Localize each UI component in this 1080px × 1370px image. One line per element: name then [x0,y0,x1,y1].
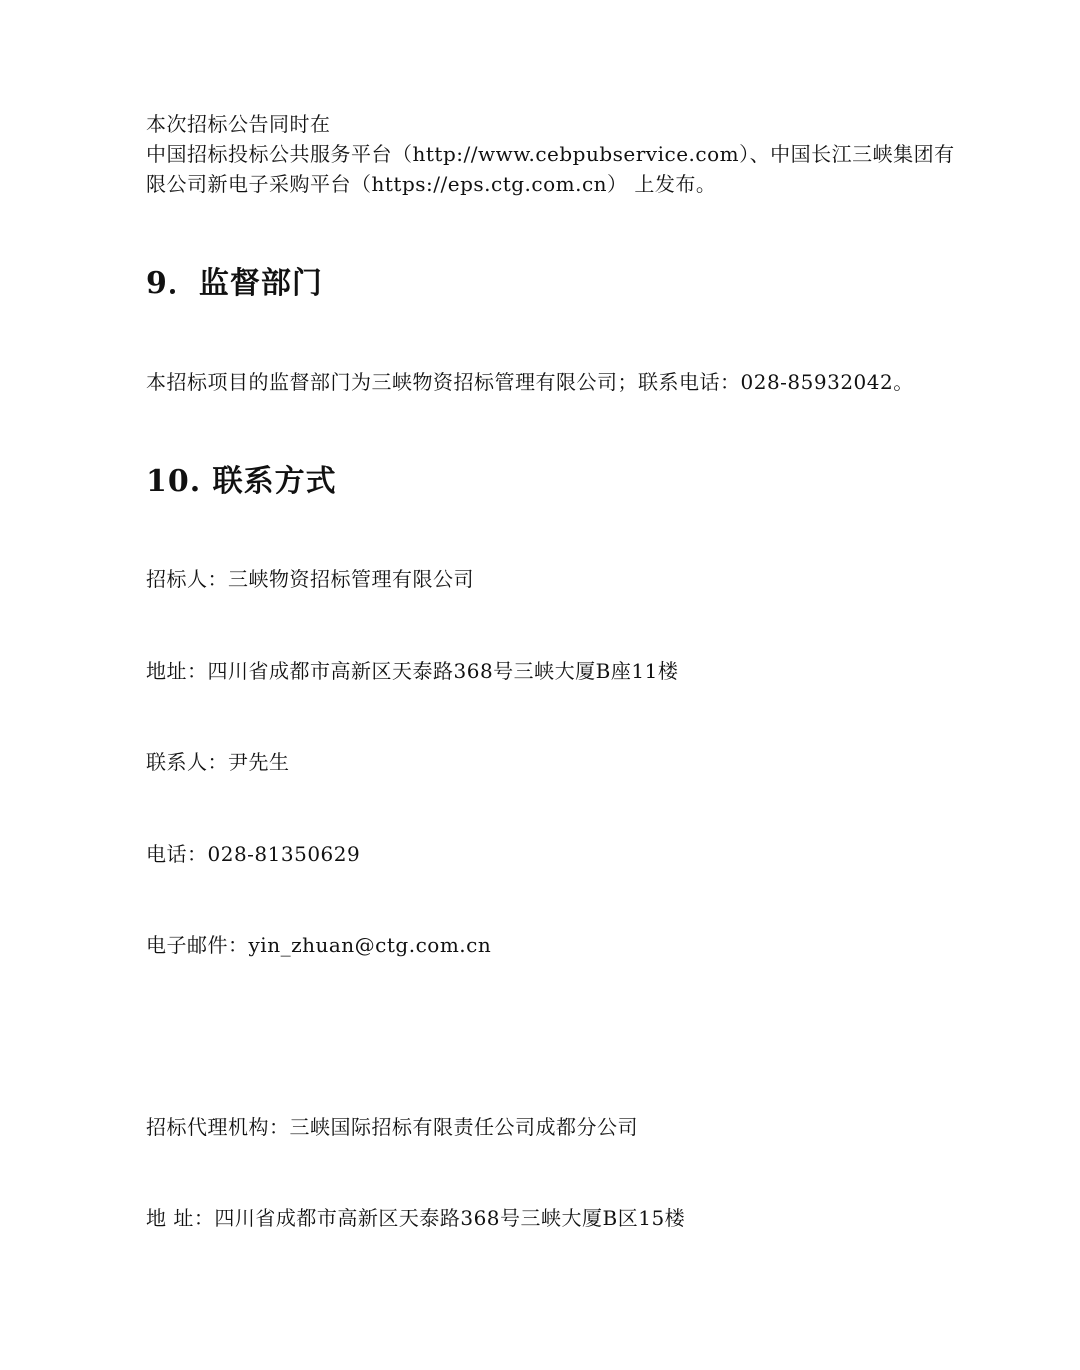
notice-line-3: 限公司新电子采购平台（https://eps.ctg.com.cn） 上发布。 [146,172,717,196]
email-line: 电子邮件：yin_zhuan@ctg.com.cn [146,933,492,957]
notice-line-1: 本次招标公告同时在 [146,112,331,136]
agency-line: 招标代理机构：三峡国际招标有限责任公司成都分公司 [146,1115,638,1139]
tenderer-line: 招标人：三峡物资招标管理有限公司 [146,567,474,591]
notice-line-2: 中国招标投标公共服务平台（http://www.cebpubservice.com）、中国长江三峡集团有 [146,142,955,166]
address-line: 地址：四川省成都市高新区天泰路368号三峡大厦B座11楼 [146,659,679,683]
supervision-text: 本招标项目的监督部门为三峡物资招标管理有限公司；联系电话：028-85932042。 [146,370,914,394]
section-9-heading: 9．监督部门 [146,266,323,301]
section-10-heading: 10. 联系方式 [146,464,337,499]
phone-line: 电话：028-81350629 [146,842,361,866]
agency-address-line: 地 址：四川省成都市高新区天泰路368号三峡大厦B区15楼 [146,1206,686,1230]
contact-person-line: 联系人：尹先生 [146,750,290,774]
